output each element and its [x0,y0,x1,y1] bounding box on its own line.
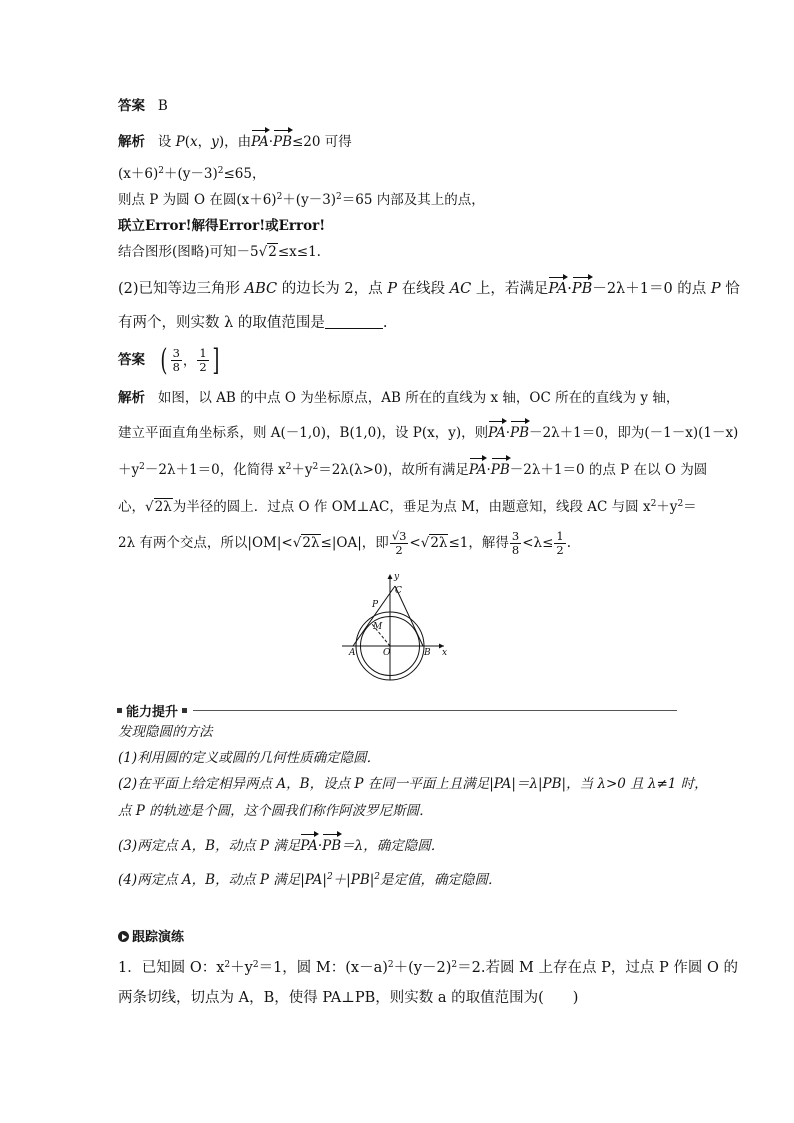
text: (2)已知等边三角形 [118,281,245,297]
section-point-3 [118,836,444,856]
section-point-4: (4)两定点 A，B，动点 P 满足$|PA|^2+|PB|^2$是定值，确定隐圆． [118,872,502,888]
text: －2λ＋1＝0 的点 P 在以 O 为圆 [509,462,708,478]
text: x [190,134,198,150]
vector-pb: PB [490,462,510,478]
practice-header [118,927,184,948]
vector-pb: PB [510,425,530,441]
dot: · [567,281,572,297]
answer-2 [118,342,221,378]
analysis-2-line-4: 心，√2λ为半径的圆上．过点 O 作 OM⊥AC，垂足为点 M，由题意知，线段 AC 与圆 $x^2+y^2=$ [118,499,697,515]
analysis-1-line-5 [118,242,321,262]
text: <λ≤ [522,535,554,551]
text: P [387,281,397,297]
dot: · [268,134,273,150]
fraction [171,347,182,374]
text: 设 [157,134,176,150]
answer-label: 答案 [118,352,145,368]
vector-pa: PA [548,281,568,297]
fraction [390,530,409,557]
text: ≤x≤1. [277,244,321,260]
text: . [566,535,572,551]
denominator: 8 [172,360,180,374]
play-icon [118,931,129,942]
text: )，由 [218,134,252,150]
text: －2λ＋1＝0，化简得 x [144,462,286,478]
vector-pb: PB [571,281,593,297]
text: ＝2λ(λ>0)，故所有满足 [318,462,469,478]
text: ＋(y－3) [163,166,218,182]
divider [193,710,677,711]
comma: ， [182,352,197,369]
text: 建立平面直角坐标系，则 A(－1,0)，B(1,0)，设 P(x，y)，则 [118,425,489,441]
sqrt: √2λ [292,535,320,551]
dot: · [486,462,491,478]
fraction [197,347,208,374]
denominator: 2 [556,543,564,557]
label-a: A [349,648,356,658]
text: 的边长为 2，点 [277,281,388,297]
answer-blank [325,314,383,329]
analysis-2-line-5 [118,528,571,558]
text: －2λ＋1＝0，即为(－1－x)(1－x) [529,425,739,441]
y-axis-arrow [388,574,393,579]
text: (4)两定点 A，B，动点 P 满足|PA| [118,872,327,888]
fraction [510,530,521,557]
text: ＋|PB| [332,872,375,888]
analysis-label: 解析 [118,134,145,150]
denominator: 2 [395,543,403,557]
text: －2λ＋1＝0 的点 [592,281,711,297]
numerator: 3 [511,529,520,543]
text: ≤|OA|，即 [320,535,389,551]
vector-pa: PA [251,134,269,150]
analysis-2-line-1 [118,388,679,408]
practice-question-1-line-2: 两条切线，切点为 A，B，使得 PA⊥PB，则实数 a 的取值范围为( ) [118,990,579,1006]
dot: · [317,838,323,854]
analysis-label: 解析 [118,390,145,406]
label-x: x [442,648,448,658]
text: ＋(y－2) [393,960,452,976]
question-2-line-2 [118,313,388,333]
label-y: y [394,572,400,582]
question-2-line-1 [118,279,740,299]
text: ＝1，圆 M：(x－a) [258,960,388,976]
text: ≤65， [223,166,266,182]
vector-pa: PA [300,838,318,854]
text: ＋y [656,499,678,515]
text: < [409,535,421,551]
text: y [211,134,219,150]
bracket-right: ] [212,342,220,378]
bullet-square-icon [182,708,187,713]
analysis-2-line-3: $+y^2-2\lambda+1=0$，化简得 $x^2+y^2=2\lambda(\lambda>0)$，故所有满足PA·PB－2λ＋1＝0 的点 P 在以 O 为圆 [118,462,708,478]
text: ＋y [291,462,313,478]
text: ≤20 可得 [292,134,352,150]
text: 上，若满足 [471,281,549,297]
answer-1 [118,96,168,116]
text: ＋y [230,960,253,976]
vector-pa: PA [488,425,506,441]
bullet-square-icon [117,708,122,713]
text: 1．已知圆 O：x [118,960,225,976]
label-o: O [383,648,391,658]
text: . [382,315,388,331]
vector-pb: PB [272,134,292,150]
radicand: 2λ [302,535,320,551]
section-header [117,700,677,720]
numerator: 3 [172,346,180,360]
radicand: 2λ [154,499,172,515]
text: 有两个，则实数 λ 的取值范围是 [118,315,325,331]
text: ＋y [118,462,140,478]
text: 结合图形(图略)可知－5 [118,244,259,260]
analysis-1-line-2: $(x+6)^2+(y-3)^2\le 65$， [118,166,266,182]
radicand: 2 [268,244,277,260]
section-point-1: (1)利用圆的定义或圆的几何性质确定隐圆． [118,750,381,766]
text: (3)两定点 A，B，动点 P 满足 [118,838,301,854]
text: 如图，以 AB 的中点 O 为坐标原点，AB 所在的直线为 x 轴，OC 所在的直线为 y 轴， [157,390,680,406]
analysis-1-line-4: 联立Error!解得Error!或Error! [118,218,326,234]
numerator: √3 [391,529,407,543]
sqrt: √2λ [420,535,448,551]
fraction [554,530,565,557]
text: 2λ 有两个交点，所以|OM|< [118,535,293,551]
analysis-2-line-2 [118,423,738,443]
denominator: 8 [511,543,520,557]
text: 为半径的圆上．过点 O 作 OM⊥AC，垂足为点 M，由题意知，线段 AC 与圆 x [172,499,651,515]
label-b: B [424,648,431,658]
dot: · [505,425,511,441]
practice-question-1-line-1: 1．已知圆 O：$x^2+y^2=1$，圆 M：$(x-a)^2+(y-2)^2=2$.若圆 M 上存在点 P，过点 P 作圆 O 的 [118,960,738,976]
analysis-1-line-3: 则点 P 为圆 O 在圆$(x+6)^2+(y-3)^2=65$ 内部及其上的点， [118,192,485,208]
answer-label: 答案 [118,98,145,114]
text: AC [449,281,472,297]
label-c: C [395,586,402,596]
denominator: 2 [199,360,207,374]
sqrt: √2λ [145,499,172,515]
section-heading: 发现隐圆的方法 [118,724,213,740]
circle-figure [338,568,458,683]
text: ， [197,134,212,150]
text: ＝λ，确定隐圆． [341,838,445,854]
text: 则点 P 为圆 O 在圆(x＋6) [118,192,277,208]
text: 恰 [720,281,740,297]
interval [158,342,222,378]
text: ( [184,134,191,150]
answer-value: B [157,98,168,114]
sqrt: √2 [258,244,277,260]
vector-pa: PA [468,462,487,478]
radicand: 2λ [430,535,448,551]
text: P [175,134,185,150]
side-ac [353,586,395,646]
text: P [710,281,721,297]
text: ABC [244,281,278,297]
text: 是定值，确定隐圆． [380,872,502,888]
text: ≤1，解得 [448,535,509,551]
section-point-2b: 点 P 的轨迹是个圆，这个圆我们称作阿波罗尼斯圆． [118,803,433,819]
practice-title: 跟踪演练 [132,930,185,945]
text: (x＋6) [118,166,159,182]
section-point-2a: (2)在平面上给定相异两点 A，B，设点 P 在同一平面上且满足|PA|＝λ|PB|，当 λ>0 且 λ≠1 时， [118,776,708,792]
label-m: M [373,622,383,632]
text: ＝2.若圆 M 上存在点 P，过点 P 作圆 O 的 [457,960,738,976]
analysis-1-line-1 [118,132,352,152]
paren-left: ( [160,342,168,378]
text: ＝65 内部及其上的点， [341,192,485,208]
text: 在线段 [396,281,450,297]
label-p: P [372,600,379,610]
text: ＋(y－3) [282,192,337,208]
text: ＝ [683,499,697,515]
numerator: 1 [556,529,564,543]
vector-pb: PB [322,838,342,854]
numerator: 1 [199,346,207,360]
section-title: 能力提升 [126,704,179,720]
text: 心， [118,499,145,515]
